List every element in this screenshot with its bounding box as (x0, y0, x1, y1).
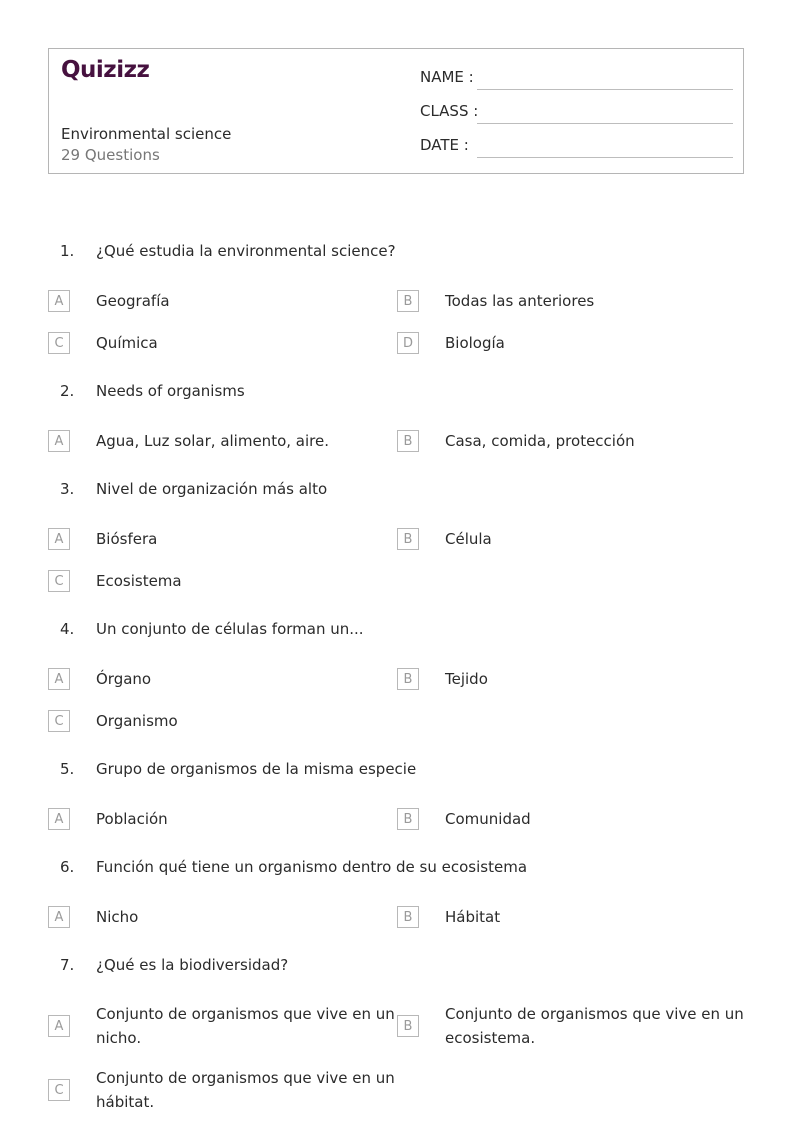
option-d-box: D (397, 332, 419, 354)
question-text: Nivel de organización más alto (96, 480, 328, 498)
quizizz-logo: Quizizz (61, 57, 150, 83)
option-text: Biósfera (96, 530, 158, 548)
name-label: NAME : (420, 68, 474, 86)
option-text: Casa, comida, protección (445, 432, 635, 450)
option-text: Biología (445, 334, 505, 352)
option-text: Nicho (96, 908, 139, 926)
option-b-box: B (397, 430, 419, 452)
option-b-box: B (397, 1015, 419, 1037)
question-number: 6. (60, 858, 75, 876)
option-b-box: B (397, 808, 419, 830)
option-a-box: A (48, 808, 70, 830)
option-b-box: B (397, 668, 419, 690)
worksheet-header (48, 48, 744, 174)
option-text: Conjunto de organismos que vive en un hábitat. (96, 1069, 395, 1111)
question-count: 29 Questions (61, 146, 160, 164)
class-line (477, 123, 733, 124)
option-c-box: C (48, 570, 70, 592)
option-text: Órgano (96, 670, 152, 688)
option-a-box: A (48, 430, 70, 452)
option-text: Población (96, 810, 168, 828)
option-text: Tejido (445, 670, 488, 688)
option-text: Organismo (96, 712, 178, 730)
question-text: ¿Qué es la biodiversidad? (96, 956, 289, 974)
option-a-box: A (48, 1015, 70, 1037)
option-c-box: C (48, 332, 70, 354)
date-label: DATE : (420, 136, 469, 154)
option-a-box: A (48, 290, 70, 312)
option-b-box: B (397, 290, 419, 312)
option-text: Célula (445, 530, 492, 548)
option-c-box: C (48, 1079, 70, 1101)
question-number: 5. (60, 760, 75, 778)
option-c-box: C (48, 710, 70, 732)
option-text: Hábitat (445, 908, 501, 926)
question-number: 2. (60, 382, 75, 400)
question-text: Un conjunto de células forman un... (96, 620, 364, 638)
question-text: ¿Qué estudia la environmental science? (96, 242, 396, 260)
option-text: Química (96, 334, 158, 352)
option-text: Conjunto de organismos que vive en un nicho. (96, 1005, 395, 1047)
option-a-box: A (48, 528, 70, 550)
question-number: 7. (60, 956, 75, 974)
option-a-box: A (48, 668, 70, 690)
date-line (477, 157, 733, 158)
option-a-box: A (48, 906, 70, 928)
option-text: Conjunto de organismos que vive en un ecosistema. (445, 1005, 744, 1047)
question-text: Needs of organisms (96, 382, 245, 400)
option-text: Ecosistema (96, 572, 182, 590)
name-line (477, 89, 733, 90)
option-text: Geografía (96, 292, 170, 310)
option-text: Todas las anteriores (445, 292, 595, 310)
option-b-box: B (397, 528, 419, 550)
question-text: Función qué tiene un organismo dentro de su ecosistema (96, 858, 528, 876)
option-text: Agua, Luz solar, alimento, aire. (96, 432, 329, 450)
class-label: CLASS : (420, 102, 479, 120)
option-b-box: B (397, 906, 419, 928)
option-text: Comunidad (445, 810, 531, 828)
question-number: 4. (60, 620, 75, 638)
question-text: Grupo de organismos de la misma especie (96, 760, 417, 778)
question-number: 3. (60, 480, 75, 498)
question-number: 1. (60, 242, 75, 260)
worksheet-title: Environmental science (61, 125, 232, 143)
